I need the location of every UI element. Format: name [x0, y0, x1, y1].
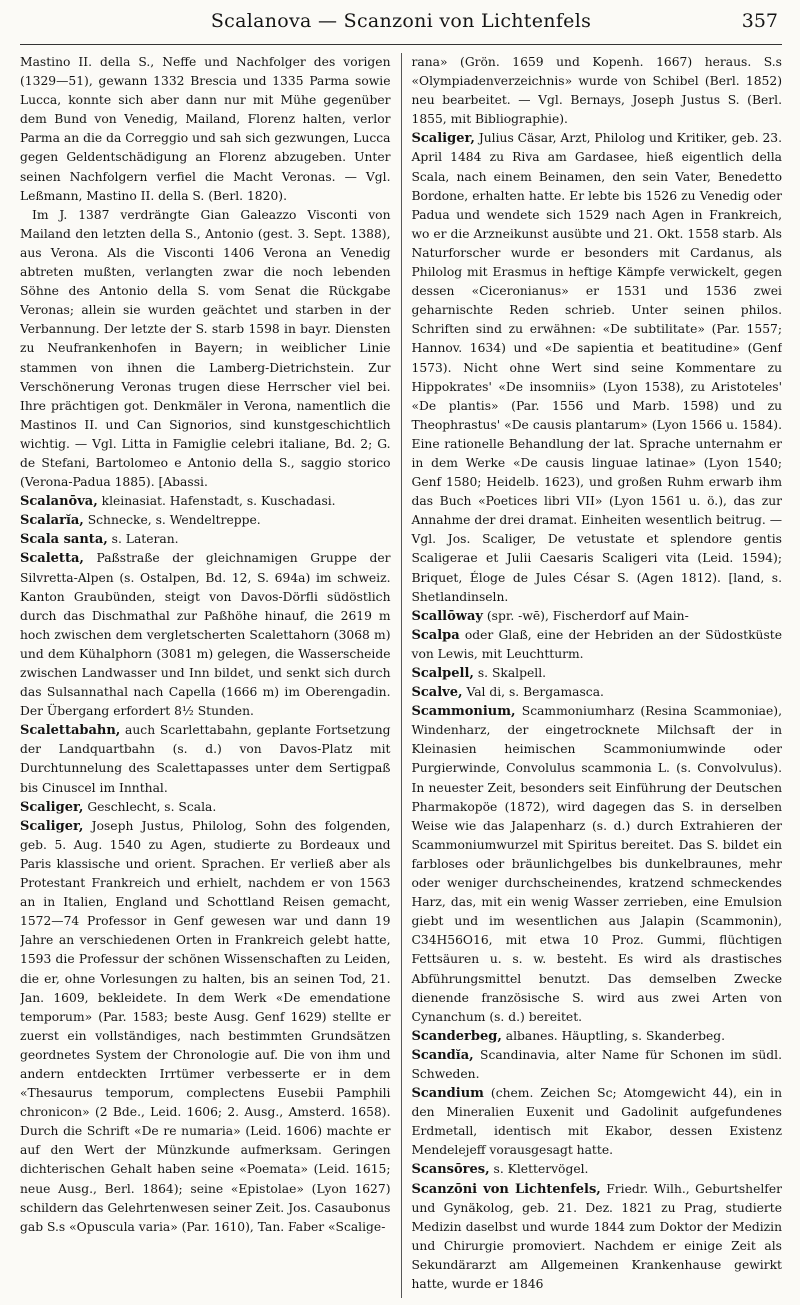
entry-text: s. Klettervögel. — [489, 1162, 589, 1177]
dictionary-entry — [412, 1084, 783, 1160]
entry-headword: Scaliger, — [20, 799, 84, 815]
entry-headword: Scalettabahn, — [20, 723, 121, 739]
dictionary-entry — [412, 607, 783, 626]
dictionary-entry — [412, 1160, 783, 1179]
dictionary-entry — [412, 664, 783, 683]
entry-headword: Scammonium, — [411, 704, 516, 720]
entry-headword: Scalanōva, — [20, 494, 98, 510]
entry-text: albanes. Häuptling, s. Skanderbeg. — [501, 1028, 726, 1043]
dictionary-entry — [20, 511, 391, 530]
entry-text: Scammoniumharz (Resina Scammoniae), Windenharz, der eingetrocknete Milchsaft der in Kleinasien heimischen Scammoniumwinde oder Purgierwinde, Convolulus scammonia L. (s. Convolvulus). In neuester Zeit, besonders seit Einführung der Deutschen Pharmakopöe (1872), wird dagegen das S. in derselben Weise wie das Jalapenharz (s. d.) durch Extrahieren der Scammoniumwurzel mit Spiritus bereitet. Das S. bildet ein farbloses oder bräunlichgelbes bis dunkelbraunes, mehr oder weniger durchscheinendes, kratzend schmeckendes Harz, das, mit ein wenig Wasser zerrieben, eine Emulsion giebt und im wesentlichen aus Jalapin (Scammonin), C34H56O16, mit etwa 10 Proz. Gummi, flüchtigen Fettsäuren u. s. w. besteht. Es wird als drastisches Abführungsmittel benutzt. Das demselben Zwecke dienende französische S. wird aus zwei Arten von Cynanchum (s. d.) bereitet. — [411, 704, 782, 1024]
entry-headword: Scandĭa, — [411, 1047, 474, 1063]
dictionary-entry — [412, 626, 783, 664]
entry-headword: Scaliger, — [20, 818, 84, 834]
entry-text: Friedr. Wilh., Geburtshelfer und Gynäkolog, geb. 21. Dez. 1821 zu Prag, studierte Medizin daselbst und wurde 1844 zum Doktor der Medizin und Chirurgie promoviert. Nachdem er einige Zeit als Sekundärarzt am Allgemeinen Krankenhause gewirkt hatte, wurde er 1846 — [411, 1181, 782, 1291]
running-head — [20, 10, 782, 45]
text-columns — [20, 53, 782, 1298]
dictionary-entry — [20, 798, 391, 817]
entry-text: (chem. Zeichen Sc; Atomgewicht 44), ein in den Mineralien Euxenit und Gadolinit aufgefundenes Erdmetall, identisch mit Ekabor, dessen Existenz Mendelejeff vorausgesagt hatte. — [411, 1086, 782, 1158]
dictionary-entry — [412, 702, 783, 1027]
entry-text: Joseph Justus, Philolog, Sohn des folgenden, geb. 5. Aug. 1540 zu Agen, studierte zu Bordeaux und Paris klassische und orient. Sprachen. Er verließ aber als Protestant Frankreich und erhielt, nachdem er von 1563 an in Italien, England und Schottland Reisen gemacht, 1572—74 Professor in Genf gewesen war und dann 19 Jahre an verschiedenen Orten in Frankreich gelebt hatte, 1593 die Professur der schönen Wissenschaften zu Leiden, die er, ohne Vorlesungen zu halten, bis an seinen Tod, 21. Jan. 1609, bekleidete. In dem Werk «De emendatione temporum» (Par. 1583; beste Ausg. Genf 1629) stellte er zuerst ein vollständiges, nach bestimmten Grundsätzen geordnetes System der Chronologie auf. Die von ihm und andern entdeckten Irrtümer verbesserte er in dem «Thesaurus temporum, complectens Eusebii Pamphili chronicon» (2 Bde., Leid. 1606; 2. Ausg., Amsterd. 1658). Durch die Schrift «De re numaria» (Leid. 1606) machte er auf den Wert der Münzkunde aufmerksam. Geringen dichterischen Gehalt haben seine «Poemata» (Leid. 1615; neue Ausg., Berl. 1864); seine «Epistolae» (Lyon 1627) schildern das Gelehrtenwesen seiner Zeit. Jos. Casaubonus gab S.s «Opuscula varia» (Par. 1610), Tan. Faber «Scalige- — [20, 818, 391, 1234]
entry-headword: Scanzōni von Lichtenfels, — [411, 1181, 601, 1197]
paragraph — [412, 53, 783, 129]
left-column — [20, 53, 401, 1298]
entry-text: s. Skalpell. — [473, 666, 547, 680]
dictionary-entry — [412, 683, 783, 702]
dictionary-entry — [20, 549, 391, 721]
dictionary-entry — [412, 1046, 783, 1084]
entry-headword: Scanderbeg, — [411, 1028, 502, 1044]
dictionary-entry — [412, 1027, 783, 1046]
entry-text: (spr. -wē), Fischerdorf auf Main- — [482, 608, 689, 623]
entry-text: kleinasiat. Hafenstadt, s. Kuschadasi. — [97, 494, 336, 509]
entry-text: Scandinavia, alter Name für Schonen im südl. Schweden. — [411, 1047, 782, 1081]
dictionary-entry — [20, 721, 391, 797]
entry-text: Im J. 1387 verdrängte Gian Galeazzo Visconti von Mailand den letzten della S., Antonio (gest. 3. Sept. 1388), aus Verona. Als die Visconti 1406 Verona an Venedig abtreten mußten, verlangten zwar die noch lebenden Söhne des Antonio della S. vom Senat die Rückgabe Veronas; allein sie wurden geächtet und starben in der Verbannung. Der letzte der S. starb 1598 in bayr. Diensten zu Neufrankenhofen in Bayern; in weiblicher Linie stammen von ihnen die Lamberg-Dietrichstein. Zur Verschönerung Veronas trugen diese Herrscher viel bei. Ihre prächtigen got. Denkmäler in Verona, namentlich die Mastinos II. und Can Signorios, sind kunstgeschichtlich wichtig. — Vgl. Litta in Famiglie celebri italiane, Bd. 2; G. de Stefani, Bartolomeo e Antonio della S., saggio storico (Verona-Padua 1885). [Abassi. — [20, 207, 391, 490]
entry-headword: Scandium — [411, 1086, 484, 1102]
entry-text: Geschlecht, s. Scala. — [83, 799, 217, 814]
paragraph — [20, 206, 391, 492]
entry-headword: Scala santa, — [20, 532, 108, 548]
right-column — [401, 53, 783, 1298]
entry-headword: Scaliger, — [411, 131, 475, 147]
dictionary-entry — [412, 1180, 783, 1295]
entry-text: rana» (Grön. 1659 und Kopenh. 1667) heraus. S.s «Olympiadenverzeichnis» wurde von Schibel (Berl. 1852) neu bearbeitet. — Vgl. Bernays, Joseph Justus S. (Berl. 1855, mit Bibliographie). — [411, 55, 782, 127]
entry-headword: Scaletta, — [20, 551, 84, 567]
dictionary-entry — [20, 492, 391, 511]
entry-headword: Scalve, — [411, 685, 463, 701]
entry-headword: Scallōway — [411, 608, 483, 624]
entry-headword: Scalpa — [411, 627, 460, 643]
entry-headword: Scansōres, — [411, 1162, 490, 1178]
entry-text: Mastino II. della S., Neffe und Nachfolger des vorigen (1329—51), gewann 1332 Brescia und 1335 Parma sowie Lucca, konnte sich aber dann nur mit Mühe gegenüber dem Bund von Venedig, Mailand, Florenz halten, verlor Parma an die da Correggio und sah sich gezwungen, Lucca gegen Geldentschädigung an Florenz abzugeben. Unter seinen Nachfolgern verfiel die Macht Veronas. — Vgl. Leßmann, Mastino II. della S. (Berl. 1820). — [20, 55, 391, 203]
dictionary-entry — [20, 530, 391, 549]
dictionary-entry — [20, 817, 391, 1237]
entry-text: auch Scarlettabahn, geplante Fortsetzung der Landquartbahn (s. d.) von Davos-Platz mit Durchtunnelung des Scalettapasses unter dem Sertigpaß bis Cinuscel im Innthal. — [20, 723, 391, 795]
dictionary-entry — [412, 129, 783, 606]
page-number: 357 — [741, 10, 778, 32]
entry-text: s. Lateran. — [107, 532, 179, 547]
entry-text: oder Glaß, eine der Hebriden an der Südostküste von Lewis, mit Leuchtturm. — [411, 627, 782, 661]
entry-headword: Scalarĭa, — [20, 513, 84, 529]
running-title: Scalanova — Scanzoni von Lichtenfels — [210, 10, 592, 32]
entry-text: Schnecke, s. Wendeltreppe. — [83, 513, 261, 528]
entry-headword: Scalpell, — [411, 666, 474, 681]
entry-text: Paßstraße der gleichnamigen Gruppe der Silvretta-Alpen (s. Ostalpen, Bd. 12, S. 694a) im schweiz. Kanton Graubünden, steigt von Davos-Dörfli südöstlich durch das Dischmathal zur Paßhöhe hinauf, die 2619 m hoch zwischen dem vergletscherten Scalettahorn (3068 m) und dem Kühalphorn (3081 m) gelegen, die Wasserscheide zwischen Landwasser und Inn bildet, und senkt sich durch das Sulsannathal nach Capella (1666 m) im Oberengadin. Der Übergang erfordert 8½ Stunden. — [20, 551, 391, 719]
paragraph — [20, 53, 391, 206]
entry-text: Julius Cäsar, Arzt, Philolog und Kritiker, geb. 23. April 1484 zu Riva am Gardasee, hieß eigentlich della Scala, nach einem Beinamen, den sein Vater, Benedetto Bordone, erhalten hatte. Er lebte bis 1526 zu Venedig oder Padua und wendete sich 1529 nach Agen in Frankreich, wo er die Arzneikunst ausübte und 21. Okt. 1558 starb. Als Naturforscher wurde er besonders mit Cardanus, als Philolog mit Erasmus in heftige Kämpfe verwickelt, gegen dessen «Ciceronianus» er 1531 und 1536 zwei geharnischte Reden schrieb. Unter seinen philos. Schriften sind zu erwähnen: «De subtilitate» (Par. 1557; Hannov. 1634) und «De sapientia et beatitudine» (Genf 1573). Nicht ohne Wert sind seine Kommentare zu Hippokrates' «De insomniis» (Lyon 1538), zu Aristoteles' «De plantis» (Par. 1556 und Marb. 1598) und zu Theophrastus' «De causis plantarum» (Lyon 1566 u. 1584). Eine rationelle Behandlung der lat. Sprache unternahm er in dem Werke «De causis linguae latinae» (Lyon 1540; Genf 1580; Heidelb. 1623), und großen Ruhm erwarb ihm das Buch «Poetices libri VII» (Lyon 1561 u. ö.), das zur Annahme der drei dramat. Einheiten wesentlich beitrug. — Vgl. Jos. Scaliger, De vetustate et splendore gentis Scaligerae et Julii Caesaris Scaligeri vita (Leid. 1594); Briquet, Éloge de Jules César S. (Agen 1812). [land, s. Shetlandinseln. — [411, 131, 782, 604]
entry-text: Val di, s. Bergamasca. — [462, 685, 604, 700]
